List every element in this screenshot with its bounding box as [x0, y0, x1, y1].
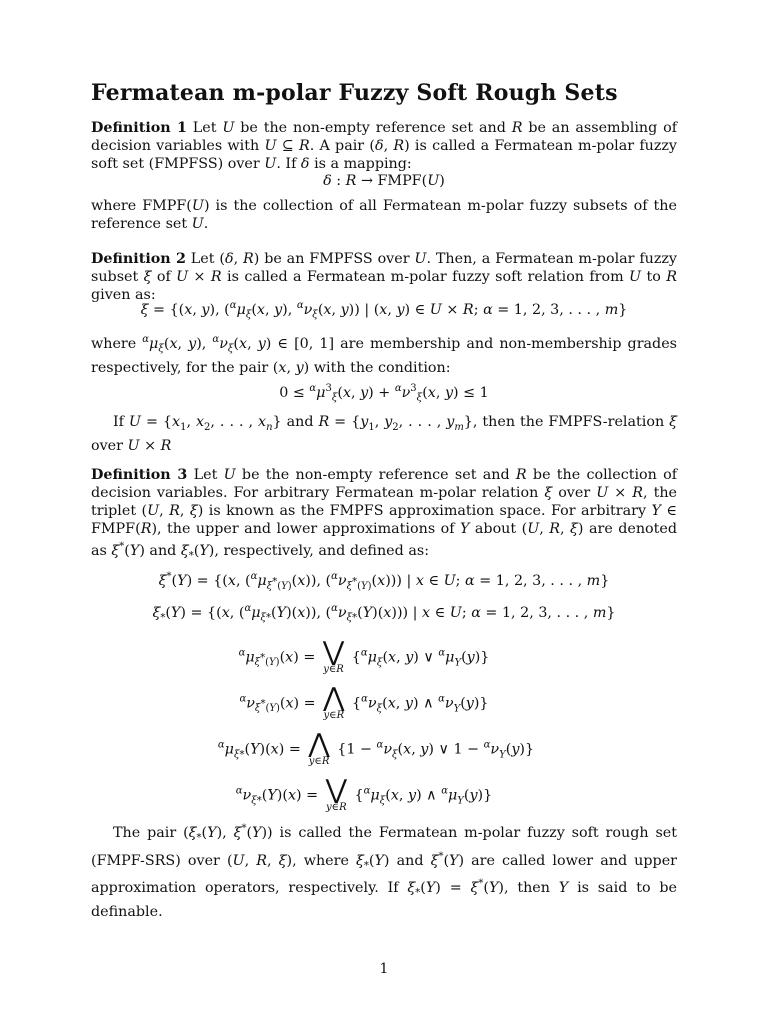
meet-operator: ⋀ y∈R	[323, 683, 345, 721]
equation-upper-nonmembership: $^\alpha\nu_{\xi^*(Y)}(x)$ = ⋀ y∈R {$^\alpha\nu_\xi(x$, y) ∧ $^\alpha\nu_Y(y)$}	[239, 683, 489, 721]
join-operator: ⋁ y∈R	[322, 637, 345, 675]
definition-3-closing: The pair ($\xi_*(Y)$, ξ*(Y)) is called the Fermatean m-polar fuzzy soft rough set (FMPF-SRS) over (U, R, ξ), where $\xi_*(Y)$ and ξ*(Y) are called lower and upper approximation operators, respectively. If $\xi_*(Y) = \xi^*(Y)$, then Y is said to be definable.	[91, 823, 677, 920]
meet-operator: ⋀ y∈R	[308, 729, 330, 767]
definition-3-label: Definition 3	[91, 467, 188, 483]
equation-lower-membership: $^\alpha\mu_{\xi*}(Y)(x)$ = ⋀ y∈R {$1 - ^\alpha\nu_\xi(x$, y) ∨ $1 - ^\alpha\nu_Y(y)$}	[217, 729, 535, 767]
join-operator: ⋁ y∈R	[325, 775, 347, 813]
page-number: 1	[379, 961, 389, 977]
page-title: Fermatean m-polar Fuzzy Soft Rough Sets	[91, 80, 618, 106]
definition-1-label: Definition 1	[91, 120, 187, 136]
equation-relation: ξ = {(x, y), ($^\alpha\mu_\xi(x$, y), $^\alpha\nu_\xi(x$, y)) | (x, y) ∈ U × R; α = 1, 2, 3, . . . , m}	[140, 300, 628, 321]
equation-lower-set: $\xi_*(Y) = \{(x$, $(^\alpha\mu_{\xi*}(Y)(x))$, $(^\alpha\nu_{\xi*}(Y)(x))$) | x ∈ U; α = 1, 2, 3, . . . , m}	[152, 603, 616, 624]
definition-3: Definition 3 Let U be the non-empty reference set and R be the collection of decision variables. For arbitrary Fermatean m-polar relation ξ over U × R, the triplet (U, R, ξ) is known as the FMPFS approximation space. For arbitrary Y ∈ FMPF(R), the upper and lower approximations of Y about (U, R, ξ) are denoted as ξ*(Y) and $\xi_*(Y)$, respectively, and defined as:	[91, 467, 678, 562]
definition-1-where: where FMPF(U) is the collection of all Fermatean m-polar fuzzy subsets of the reference set U.	[91, 198, 677, 232]
equation-upper-set: ξ*(Y) = {(x, $(^\alpha\mu_{\xi^*(Y)}(x))$, $(^\alpha\nu_{\xi^*(Y)}(x))$) | x ∈ U; α = 1, 2, 3, . . . , m}	[158, 571, 610, 592]
paper-page	[91, 0, 677, 1024]
definition-2-label: Definition 2	[91, 251, 186, 267]
equation-lower-nonmembership: $^\alpha\nu_{\xi*}(Y)(x)$ = ⋁ y∈R {$^\alpha\mu_\xi(x$, y) ∧ $^\alpha\mu_Y(y)$}	[235, 775, 493, 813]
equation-mapping: δ : R → FMPF(U)	[323, 173, 445, 189]
definition-2-if: If $U = \{x_1$, $x_2$, . . . , $x_n$} and $R = \{y_1$, $y_2$, . . . , $y_m$}, then the FMPFS-relation ξ over U × R	[91, 414, 677, 454]
equation-upper-membership: $^\alpha\mu_{\xi^*(Y)}(x)$ = ⋁ y∈R {$^\alpha\mu_\xi(x$, y) ∨ $^\alpha\mu_Y(y)$}	[238, 637, 490, 675]
definition-1: Definition 1 Let U be the non-empty reference set and R be an assembling of decision variables with U ⊆ R. A pair (δ, R) is called a Fermatean m-polar fuzzy soft set (FMPFSS) over U. If δ is a mapping:	[91, 120, 677, 172]
equation-condition: $0 \le ^\alpha\mu^3_\xi(x$, $y) + ^\alpha\nu^3_\xi(x$, y) ≤ 1	[279, 383, 489, 404]
definition-2-where: where $^\alpha\mu_\xi(x$, y), $^\alpha\nu_\xi(x$, y) ∈ [0, 1] are membership and non-membership grades respectively, for the pair (x, y) with the condition:	[91, 334, 678, 376]
definition-2: Definition 2 Let (δ, R) be an FMPFSS over U. Then, a Fermatean m-polar fuzzy subset ξ of U × R is called a Fermatean m-polar fuzzy soft relation from U to R given as:	[91, 251, 678, 303]
